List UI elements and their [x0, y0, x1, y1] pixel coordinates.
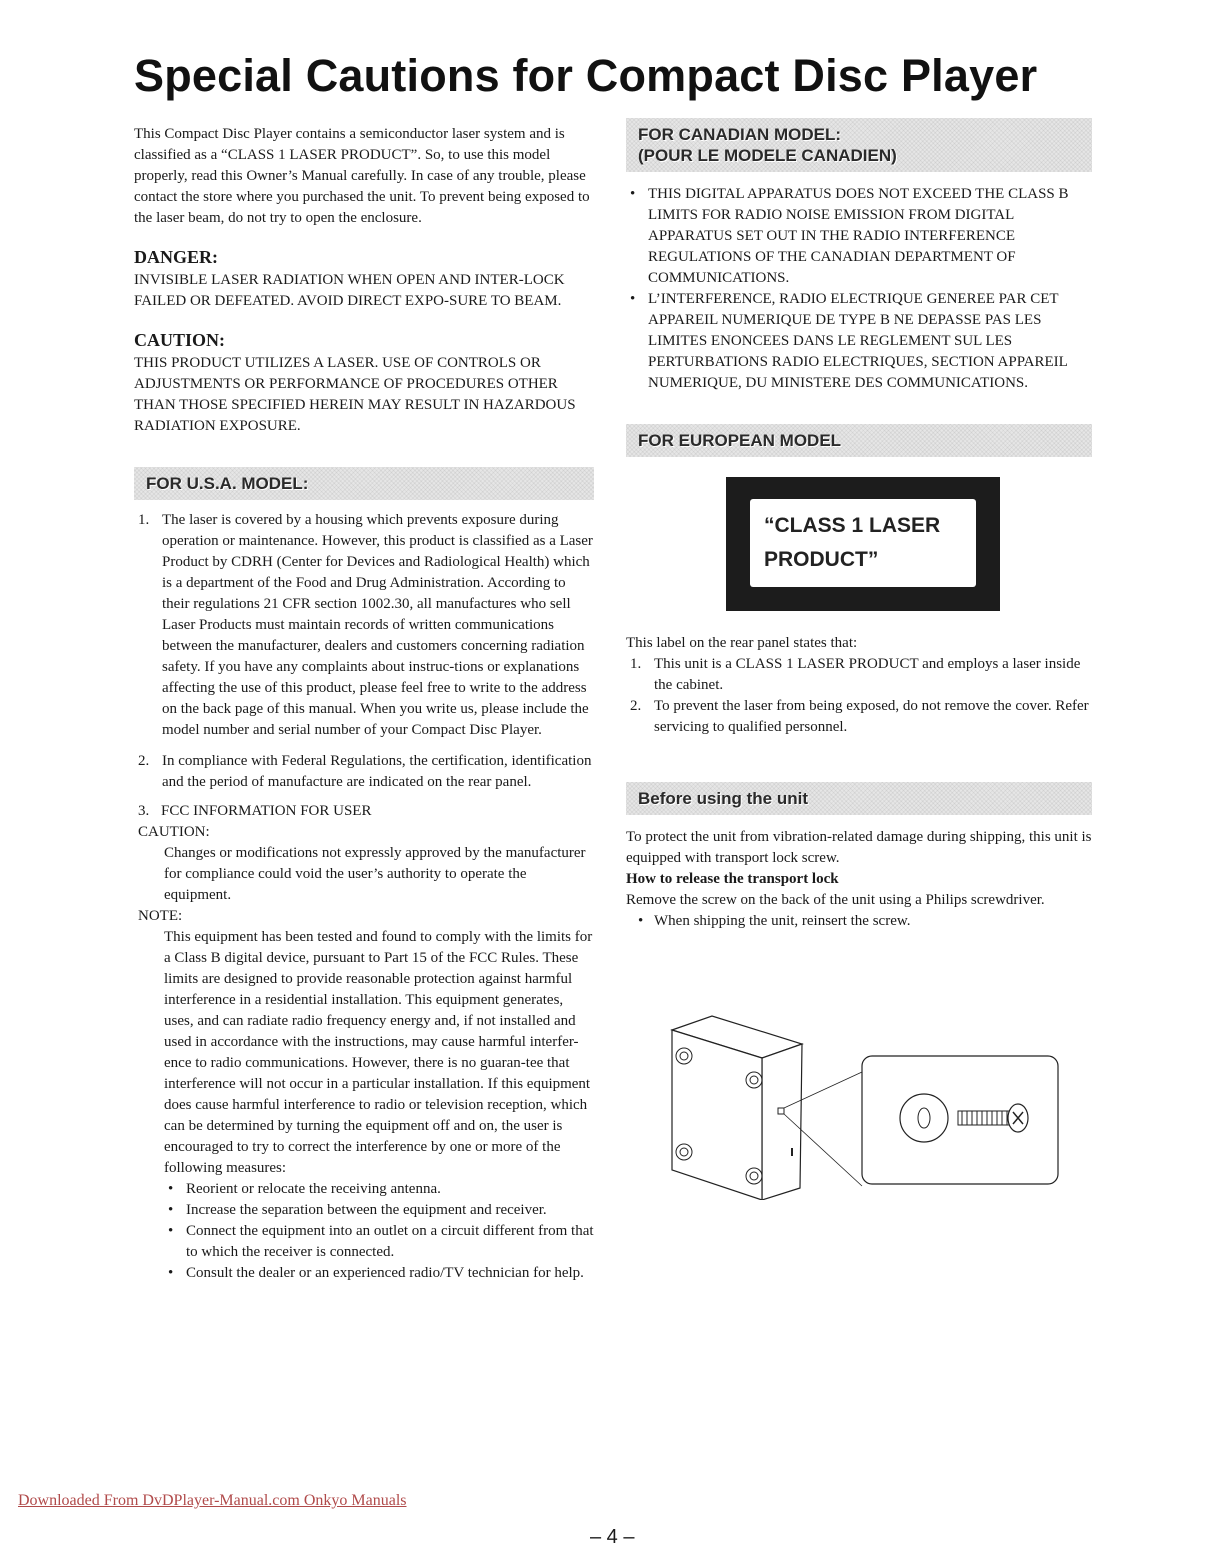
- transport-lock-instruction: Remove the screw on the back of the unit using a Philips screwdriver.: [626, 892, 1045, 908]
- item-text: The laser is covered by a housing which prevents exposure during operation or maintenance. However, this product is classified as a Laser Product by CDRH (Center for Devices and Radiological Health) which is a department of the Food and Drug Administration. According to their regulations 21 CFR section 1002.30, all manufactures who sell Laser Products must maintain records of written communications between the manufacturer, dealers and customers concerning radiation safety. If you have any complaints about instruc-tions or explanations affecting the use of this product, please feel free to write to the address on the back page of this manual. When you write us, please include the model number and serial number of your Compact Disc Player.: [162, 512, 593, 738]
- canada-list: [626, 184, 1092, 394]
- item-text: L’INTERFERENCE, RADIO ELECTRIQUE GENEREE PAR CET APPAREIL NUMERIQUE DE TYPE B NE DEPASSE PAS LES LIMITES ENONCEES DANS LE REGLEMENT SUL LES PERTURBATIONS RADIO ELECTRIQUES, SECTION APPAREIL NUMERIQUE, DU MINISTERE DES COMMUNICATIONS.: [648, 291, 1068, 391]
- usa-list: [134, 510, 594, 793]
- measures-list: [134, 1179, 594, 1284]
- list-item: [164, 1221, 594, 1263]
- danger-heading: DANGER:: [134, 247, 218, 267]
- item-text: Reorient or relocate the receiving antenna.: [186, 1181, 441, 1197]
- item-number: 2.: [630, 698, 642, 714]
- bullet-icon: •: [168, 1223, 174, 1239]
- caution-text: THIS PRODUCT UTILIZES A LASER. USE OF CONTROLS OR ADJUSTMENTS OR PERFORMANCE OF PROCEDURES OTHER THAN THOSE SPECIFIED HEREIN MAY RESULT IN HAZARDOUS RADIATION EXPOSURE.: [134, 355, 576, 434]
- item-text: Consult the dealer or an experienced radio/TV technician for help.: [186, 1265, 584, 1281]
- fcc-caution-text: Changes or modifications not expressly approved by the manufacturer for compliance could void the user’s authority to operate the equipment.: [164, 845, 586, 903]
- item-number: 2.: [138, 753, 150, 769]
- label-states-text: This label on the rear panel states that:: [626, 635, 858, 651]
- before-text: To protect the unit from vibration-related damage during shipping, this unit is equipped with transport lock screw.: [626, 829, 1092, 866]
- caution-heading: CAUTION:: [134, 330, 226, 350]
- list-item: [164, 1263, 594, 1284]
- list-item: [626, 654, 1092, 696]
- usa-banner: [134, 467, 594, 500]
- download-source-link[interactable]: Downloaded From DvDPlayer-Manual.com Onkyo Manuals: [18, 1492, 407, 1509]
- unit-back-face: [672, 1030, 762, 1200]
- fcc-caution-label: CAUTION:: [138, 824, 210, 840]
- danger-text: INVISIBLE LASER RADIATION WHEN OPEN AND INTER-LOCK FAILED OR DEFEATED. AVOID DIRECT EXPO-SURE TO BEAM.: [134, 272, 565, 309]
- item-text: Increase the separation between the equipment and receiver.: [186, 1202, 547, 1218]
- item-text: This unit is a CLASS 1 LASER PRODUCT and employs a laser inside the cabinet.: [654, 656, 1081, 693]
- canada-banner: [626, 118, 1092, 172]
- fcc-section: [134, 801, 594, 1284]
- list-item: [626, 696, 1092, 738]
- item-number: 1.: [630, 656, 642, 672]
- europe-list: [626, 654, 1092, 738]
- transport-lock-illustration: [662, 1010, 1062, 1200]
- bullet-icon: •: [630, 291, 636, 307]
- label-line2: PRODUCT”: [764, 548, 879, 571]
- canada-banner-line2: (POUR LE MODELE CANADIEN): [638, 146, 897, 165]
- class1-laser-label: [726, 477, 1000, 611]
- before-using-banner: [626, 782, 1092, 815]
- item-text: THIS DIGITAL APPARATUS DOES NOT EXCEED THE CLASS B LIMITS FOR RADIO NOISE EMISSION FROM DIGITAL APPARATUS SET OUT IN THE RADIO INTERFERENCE REGULATIONS OF THE CANADIAN DEPARTMENT OF COMMUNICATIONS.: [648, 186, 1069, 286]
- item-text: To prevent the laser from being exposed, do not remove the cover. Refer servicing to qualified personnel.: [654, 698, 1089, 735]
- label-line1: “CLASS 1 LASER: [764, 514, 941, 537]
- item-number: 1.: [138, 512, 150, 528]
- item-text: When shipping the unit, reinsert the screw.: [654, 913, 911, 929]
- list-item: [626, 289, 1092, 394]
- bullet-icon: •: [630, 186, 636, 202]
- canada-banner-line1: FOR CANADIAN MODEL:: [638, 125, 842, 144]
- list-item: [634, 911, 1092, 932]
- left-column: [134, 124, 594, 1284]
- note-text: This equipment has been tested and found to comply with the limits for a Class B digital device, pursuant to Part 15 of the FCC Rules. These limits are designed to provide reasonable protection against harmful interference in a residential installation. This equipment generates, uses, and can radiate radio frequency energy and, if not installed and used in accordance with the instructions, may cause harmful interfer-ence to radio communications. However, there is no guaran-tee that interference will not occur in a particular installation. If this equipment does cause harmful interference to radio or television reception, which can be determined by turning the equipment off and on, the user is encouraged to try to correct the interference by one or more of the following measures:: [164, 929, 593, 1176]
- before-using-banner-text: Before using the unit: [638, 789, 808, 808]
- class1-label-inner: [750, 499, 976, 587]
- bullet-icon: •: [168, 1202, 174, 1218]
- right-column: [626, 118, 1092, 932]
- page-number: – 4 –: [590, 1526, 635, 1548]
- bullet-icon: •: [638, 913, 644, 929]
- fcc-number: 3.: [138, 803, 150, 819]
- bullet-icon: •: [168, 1265, 174, 1281]
- item-text: In compliance with Federal Regulations, the certification, identification and the period of manufacture are indicated on the rear panel.: [162, 753, 592, 790]
- fcc-title: FCC INFORMATION FOR USER: [161, 803, 372, 819]
- list-item: [164, 1200, 594, 1221]
- europe-banner-text: FOR EUROPEAN MODEL: [638, 431, 842, 450]
- usa-banner-text: FOR U.S.A. MODEL:: [146, 474, 309, 493]
- list-item: [134, 510, 594, 741]
- fcc-title-row: [134, 801, 594, 822]
- note-label: NOTE:: [138, 908, 183, 924]
- bullet-icon: •: [168, 1181, 174, 1197]
- page-title: Special Cautions for Compact Disc Player: [134, 50, 1038, 101]
- unit-side-face: [762, 1044, 802, 1200]
- list-item: [134, 751, 594, 793]
- list-item: [626, 184, 1092, 289]
- europe-banner: [626, 424, 1092, 457]
- transport-lock-heading: How to release the transport lock: [626, 871, 839, 887]
- list-item: [164, 1179, 594, 1200]
- intro-paragraph: This Compact Disc Player contains a semiconductor laser system and is classified as a “CLASS 1 LASER PRODUCT”. So, to use this model properly, read this Owner’s Manual carefully. In case of any trouble, please contact the store where you purchased the unit. To prevent being exposed to the laser beam, do not try to open the enclosure.: [134, 126, 590, 226]
- shipping-list: [626, 911, 1092, 932]
- item-text: Connect the equipment into an outlet on a circuit different from that to which the receiver is connected.: [186, 1223, 594, 1260]
